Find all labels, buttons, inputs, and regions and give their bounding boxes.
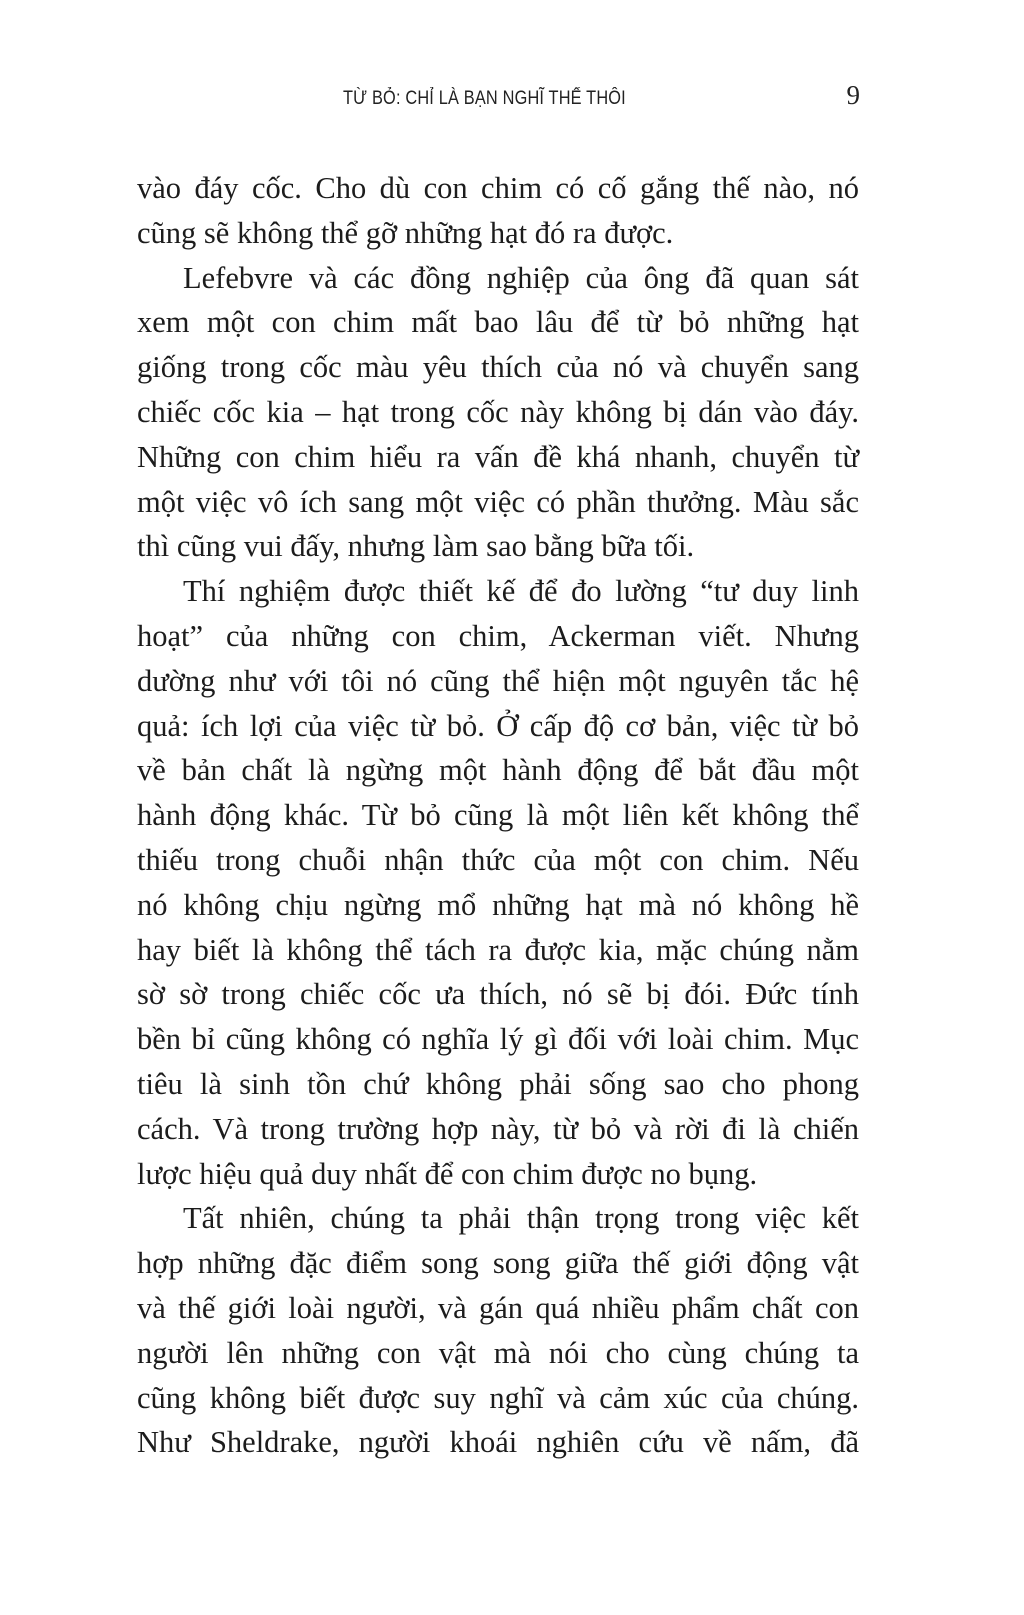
text-line: Lefebvre và các đồng nghiệp của ông đã quan sát [183, 260, 859, 295]
text-line: Như Sheldrake, người khoái nghiên cứu về nấm, đã [137, 1425, 859, 1460]
text-line: bền bỉ cũng không có nghĩa lý gì đối với loài chim. Mục [137, 1022, 859, 1057]
text-line: quả: ích lợi của việc từ bỏ. Ở cấp độ cơ bản, việc từ bỏ [137, 708, 859, 743]
text-line: cũng sẽ không thể gỡ những hạt đó ra được. [137, 215, 674, 250]
text-line: hoạt” của những con chim, Ackerman viết. Nhưng [137, 618, 859, 653]
text-line: Thí nghiệm được thiết kế để đo lường “tư duy linh [183, 574, 859, 609]
text-line: hợp những đặc điểm song song giữa thế giới động vật [137, 1246, 859, 1281]
text-line: về bản chất là ngừng một hành động để bắt đầu một [137, 753, 859, 788]
text-line: cách. Và trong trường hợp này, từ bỏ và rời đi là chiến [137, 1111, 859, 1146]
text-line: thì cũng vui đấy, nhưng làm sao bằng bữa tối. [137, 529, 695, 564]
text-line: hành động khác. Từ bỏ cũng là một liên kết không thể [137, 798, 859, 833]
text-line: nó không chịu ngừng mổ những hạt mà nó không hề [137, 887, 859, 922]
text-line: chiếc cốc kia – hạt trong cốc này không bị dán vào đáy. [137, 394, 859, 429]
text-line: dường như với tôi nó cũng thể hiện một nguyên tắc hệ [137, 663, 859, 698]
text-line: giống trong cốc màu yêu thích của nó và chuyển sang [137, 350, 859, 385]
text-line: vào đáy cốc. Cho dù con chim có cố gắng thế nào, nó [137, 171, 859, 205]
page-number: 9 [846, 80, 860, 110]
text-line: sờ sờ trong chiếc cốc ưa thích, nó sẽ bị đói. Đức tính [137, 977, 859, 1012]
text-line: và thế giới loài người, và gán quá nhiều phẩm chất con [137, 1290, 859, 1325]
text-line: một việc vô ích sang một việc có phần thưởng. Màu sắc [137, 484, 859, 519]
text-line: xem một con chim mất bao lâu để từ bỏ những hạt [137, 305, 859, 340]
text-line: thiếu trong chuỗi nhận thức của một con chim. Nếu [137, 842, 859, 877]
text-line: người lên những con vật mà nói cho cùng chúng ta [137, 1335, 859, 1370]
running-header-title: TỪ BỎ: CHỈ LÀ BẠN NGHĨ THẾ THÔI [343, 88, 626, 109]
text-line: hay biết là không thể tách ra được kia, mặc chúng nằm [137, 932, 859, 967]
text-line: Tất nhiên, chúng ta phải thận trọng trong việc kết [183, 1201, 859, 1236]
text-line: Những con chim hiểu ra vấn đề khá nhanh, chuyển từ [137, 439, 859, 474]
body-text [137, 166, 859, 1465]
text-line: cũng không biết được suy nghĩ và cảm xúc của chúng. [137, 1380, 859, 1415]
text-line: tiêu là sinh tồn chứ không phải sống sao cho phong [137, 1066, 859, 1101]
text-line: lược hiệu quả duy nhất để con chim được no bụng. [137, 1156, 758, 1191]
